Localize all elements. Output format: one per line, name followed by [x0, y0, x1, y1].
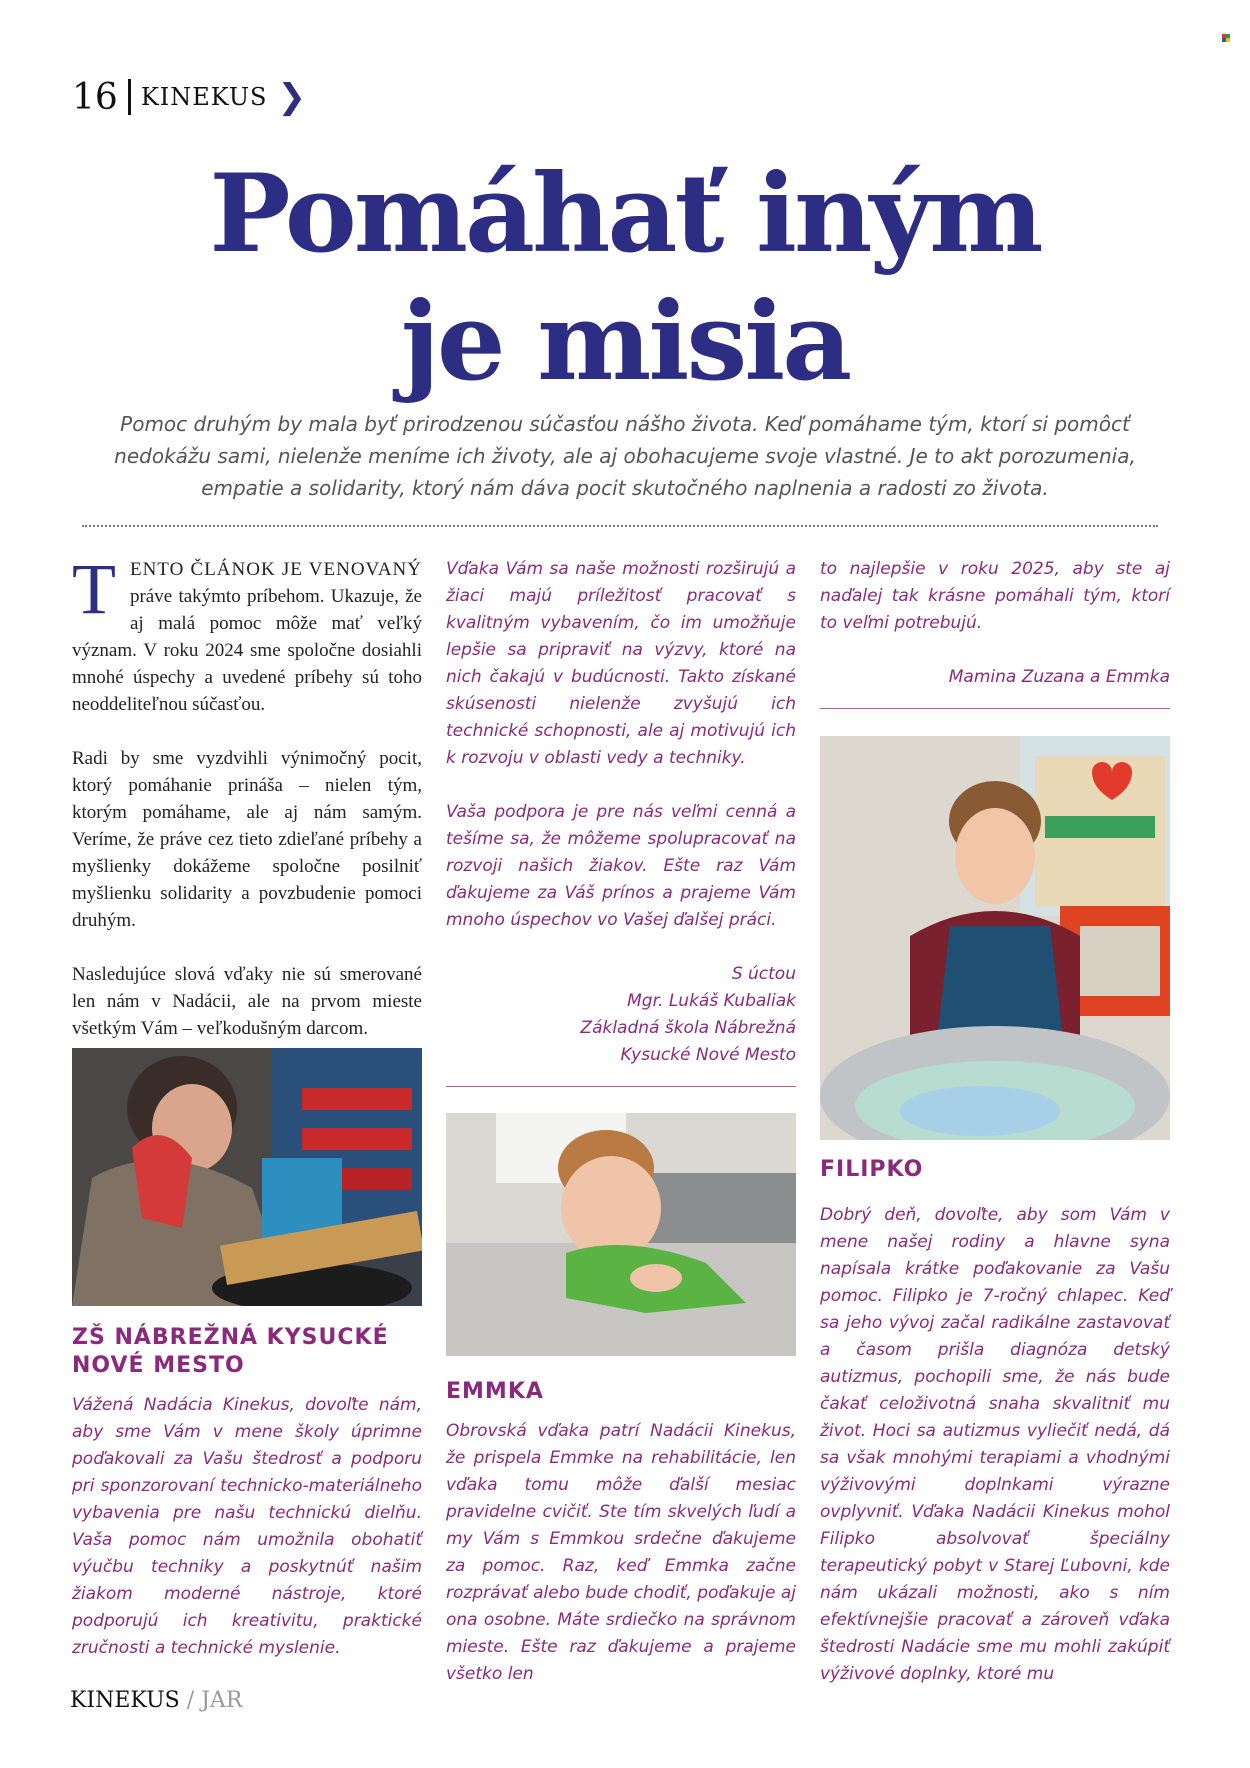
drop-cap: T [72, 549, 116, 629]
signature-line-4: Kysucké Nové Mesto [620, 1045, 796, 1065]
page-header [72, 72, 306, 122]
emmka-photo [446, 1113, 796, 1356]
chevron-right-icon: ❯ [277, 77, 306, 117]
intro-paragraph-1 [72, 549, 422, 718]
intro-paragraph-3: Nasledujúce slová vďaky nie sú smerované len nám v Nadácii, ale na prvom mieste všetkým Vám – veľkodušným darcom. [72, 964, 422, 1039]
school-signature [446, 961, 796, 1069]
lead-paragraph: Pomoc druhým by mala byť prirodzenou súčasťou nášho života. Keď pomáhame tým, ktorí si pomôcť nedokážu sami, nielenže meníme ich životy, ale aj obohacujeme svoje vlastné. Je to akt porozumenia, empatie a solidarity, ktorý nám dáva pocit skutočného naplnenia a radosti zo života. [114, 412, 1136, 500]
intro-paragraph-2: Radi by sme vyzdvihli výnimočný pocit, ktorý pomáhanie prináša – nielen tým, ktorým pomáhame, ale aj nám samým. Veríme, že práve cez tieto zdieľané príbehy a myšlienky dokážeme spoločne posilniť myšlienku solidarity a povzbudenie pomoci druhým. [72, 748, 422, 931]
intro-column [72, 549, 422, 1069]
school-workshop-photo [72, 1048, 422, 1306]
signature-line-2: Mgr. Lukáš Kubaliak [627, 991, 796, 1011]
signature-line-1: S úctou [731, 964, 796, 984]
school-heading: ZŠ NÁBREŽNÁ KYSUCKÉ NOVÉ MESTO [72, 1325, 389, 1378]
emmka-heading: EMMKA [446, 1379, 544, 1404]
page-number: 16 [72, 76, 118, 118]
school-paragraph-3: Vaša podpora je pre nás veľmi cenná a tešíme sa, že môžeme spolupracovať na rozvoji našich žiakov. Ešte raz Vám ďakujeme za Váš prínos a prajeme Vám mnoho úspechov vo Vašej ďalšej práci. [446, 802, 796, 930]
header-divider [128, 79, 131, 115]
footer-slash: / [179, 1688, 202, 1713]
column-rule-2 [820, 708, 1170, 709]
footer-season: JAR [201, 1688, 243, 1713]
print-mark-icon [1222, 34, 1232, 44]
page-footer [70, 1688, 242, 1713]
emmka-letter-continued [820, 556, 1170, 691]
school-letter-continued [446, 556, 796, 1069]
intro-text: práve takýmto príbehom. Ukazuje, že aj malá pomoc môže mať veľký význam. V roku 2024 sme spoločne dosiahli mnohé úspechy a uvedené príbehy sú toho neoddeliteľnou súčasťou. [72, 586, 422, 715]
school-letter: Vážená Nadácia Kinekus, dovoľte nám, aby sme Vám v mene školy úprimne poďakovali za Vašu štedrosť a podporu pri sponzorovaní technicko-materiálneho vybavenia pre našu technickú dielňu. Vaša pomoc nám umožnila obohatiť výučbu techniky a poskytnúť našim žiakom moderné nástroje, ktoré podporujú ich kreativitu, praktické zručnosti a technické myslenie. [72, 1395, 422, 1658]
title-line-1: Pomáhať iným [209, 151, 1041, 277]
dotted-divider [82, 525, 1158, 527]
title-line-2: je misia [400, 279, 850, 405]
emmka-signature: Mamina Zuzana a Emmka [948, 667, 1170, 687]
filipko-heading: FILIPKO [820, 1157, 924, 1182]
column-rule [446, 1086, 796, 1087]
intro-caps: ENTO ČLÁNOK JE VENOVANÝ [129, 559, 422, 580]
emmka-paragraph-2: to najlepšie v roku 2025, aby ste aj naďalej tak krásne pomáhali tým, ktorí to veľmi potrebujú. [820, 559, 1170, 633]
emmka-letter: Obrovská vďaka patrí Nadácii Kinekus, že prispela Emmke na rehabilitácie, len vďaka tomu môže ďalší mesiac pravidelne cvičiť. Ste tím skvelých ľudí a my Vám s Emmkou srdečne ďakujeme za pomoc. Raz, keď Emmka začne rozprávať alebo bude chodiť, poďakuje aj ona osobne. Máte srdiečko na správnom mieste. Ešte raz ďakujeme a prajeme všetko len [446, 1421, 796, 1684]
page-title [0, 150, 1250, 406]
signature-line-3: Základná škola Nábrežná [580, 1018, 796, 1038]
filipko-photo [820, 736, 1170, 1140]
school-paragraph-2: Vďaka Vám sa naše možnosti rozširujú a žiaci majú príležitosť pracovať s kvalitným vybavením, čo im umožňuje lepšie sa pripraviť na výzvy, ktoré na nich čakajú v budúcnosti. Takto získané skúsenosti nielenže zvyšujú ich technické schopnosti, ale aj motivujú ich k rozvoju v oblasti vedy a techniky. [446, 559, 796, 768]
magazine-name: KINEKUS [140, 83, 268, 111]
filipko-letter: Dobrý deň, dovoľte, aby som Vám v mene našej rodiny a hlavne syna napísala krátke poďakovanie za Vašu pomoc. Filipko je 7-ročný chlapec. Keď sa jeho vývoj začal radikálne zastavovať a časom prišla diagnóza detský autizmus, pochopili sme, že nás bude čakať celoživotná snaha skvalitniť mu život. Hoci sa autizmus vyliečiť nedá, dá sa však mnohými terapiami a vhodnými výživovými doplnkami výrazne ovplyvniť. Vďaka Nadácii Kinekus mohol Filipko absolvovať špeciálny terapeutický pobyt v Starej Ľubovni, kde nám ukázali možnosti, ako s ním efektívnejšie pracovať a zároveň vďaka štedrosti Nadácie sme mu mohli zakúpiť výživové doplnky, ktoré mu [820, 1205, 1170, 1684]
footer-brand: KINEKUS [70, 1688, 180, 1713]
